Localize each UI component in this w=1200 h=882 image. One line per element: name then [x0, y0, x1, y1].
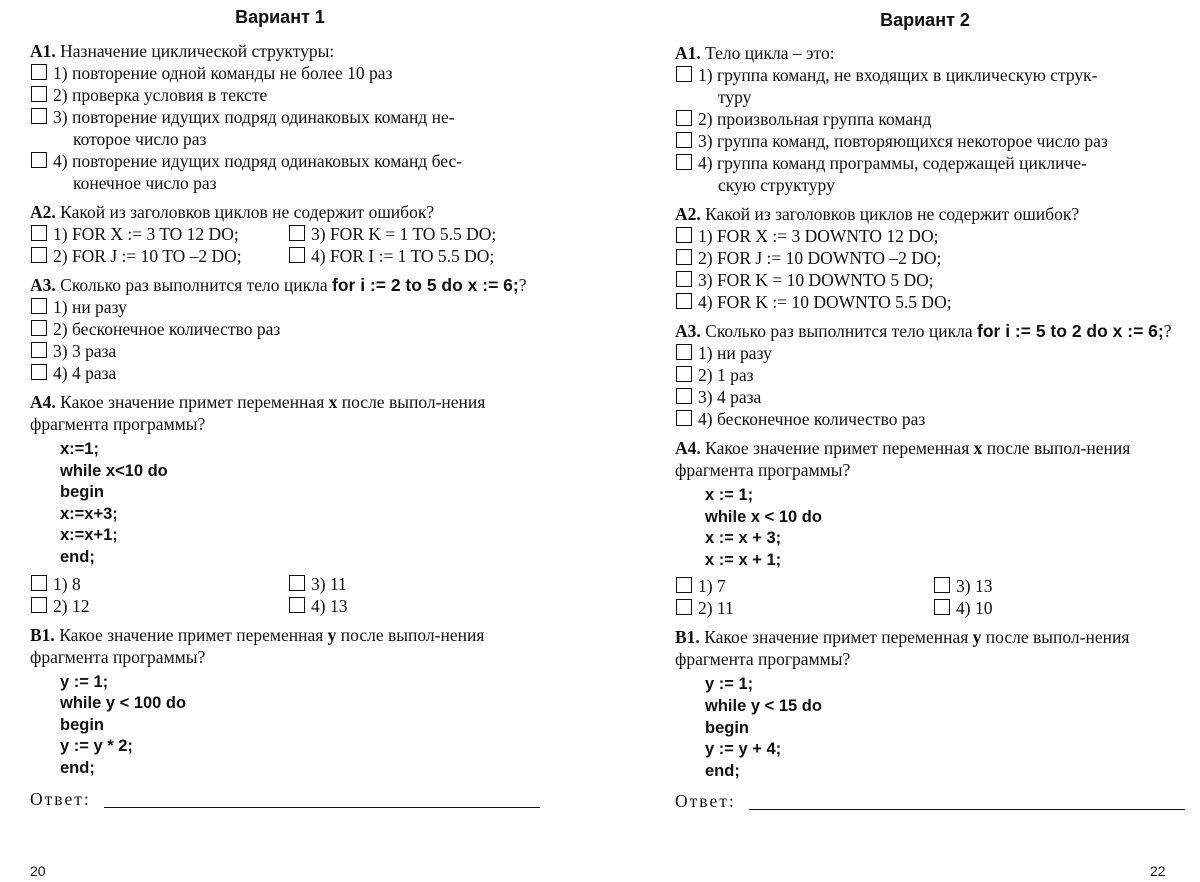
code-block — [30, 439, 530, 569]
question-text: Какое значение примет переменная — [55, 392, 329, 412]
option-label: 3) 3 раза — [53, 341, 117, 361]
question-text-tail: после выпол-нения фрагмента программы? — [675, 627, 1130, 670]
answer-field[interactable] — [675, 790, 1175, 812]
code-line: begin — [60, 483, 104, 502]
question-text-tail: после выпол-нения фрагмента программы? — [30, 624, 485, 667]
question-text-tail: после выпол-нения фрагмента программы? — [675, 438, 1131, 480]
question-number: А4. — [675, 438, 701, 458]
answer-option[interactable] — [30, 106, 530, 150]
option-label: 4) 13 — [311, 595, 348, 616]
question-text-tail: ? — [1163, 321, 1172, 341]
question-a2 — [30, 201, 530, 267]
question-number: В1. — [30, 624, 55, 645]
code-line: x := x + 1; — [705, 550, 782, 569]
option-label: 2) проверка условия в тексте — [53, 85, 268, 105]
option-label-continued: скую структуру — [718, 175, 835, 195]
checkbox[interactable] — [676, 388, 692, 404]
checkbox[interactable] — [676, 344, 692, 360]
variant-2-title: Вариант 2 — [880, 10, 970, 30]
checkbox[interactable] — [676, 154, 692, 170]
answer-option[interactable] — [30, 223, 288, 245]
option-label: 4) бесконечное количество раз — [698, 409, 926, 429]
checkbox[interactable] — [31, 342, 47, 358]
checkbox[interactable] — [289, 225, 305, 241]
question-text: Назначение циклической структуры: — [55, 41, 335, 61]
option-label: 2) бесконечное количество раз — [53, 319, 281, 339]
checkbox[interactable] — [31, 320, 47, 336]
checkbox[interactable] — [31, 364, 47, 380]
option-label: 3) FOR K = 10 DOWNTO 5 DO; — [698, 270, 934, 290]
option-label: 1) 7 — [698, 576, 726, 597]
option-label: 2) 12 — [53, 595, 90, 616]
question-b1 — [30, 624, 530, 810]
page-number-right: 22 — [1150, 863, 1166, 879]
checkbox[interactable] — [676, 366, 692, 382]
question-number: А4. — [30, 392, 56, 412]
option-label: 3) повторение идущих подряд одинаковых команд не- — [53, 107, 455, 127]
checkbox[interactable] — [676, 66, 692, 82]
code-block — [30, 672, 530, 780]
option-label: 4) FOR I := 1 TO 5.5 DO; — [311, 246, 495, 266]
question-number: А3. — [675, 321, 701, 341]
answer-option[interactable] — [30, 340, 530, 362]
code-line: y := 1; — [705, 675, 754, 694]
variable-name: x — [973, 438, 983, 458]
checkbox[interactable] — [934, 599, 950, 615]
question-number: В1. — [675, 627, 700, 648]
answer-option[interactable] — [675, 130, 1175, 152]
answer-option[interactable] — [675, 108, 1175, 130]
option-label: 1) FOR X := 3 DOWNTO 12 DO; — [698, 226, 939, 246]
inline-code: for i := 5 to 2 do x := 6; — [977, 321, 1164, 341]
option-label-continued: туру — [718, 87, 752, 107]
option-label: 1) ни разу — [698, 343, 772, 363]
question-text: Какое значение примет переменная — [700, 438, 974, 458]
answer-option[interactable] — [288, 573, 530, 595]
code-line: while y < 100 do — [60, 694, 187, 713]
checkbox[interactable] — [31, 64, 47, 80]
option-label: 1) FOR X := 3 TO 12 DO; — [53, 224, 239, 244]
code-line: x:=x+3; — [60, 504, 118, 523]
checkbox[interactable] — [31, 108, 47, 124]
answer-option[interactable] — [675, 269, 1175, 291]
code-line: x:=1; — [60, 440, 99, 458]
code-block — [675, 674, 1175, 782]
answer-option[interactable] — [30, 296, 530, 318]
code-line: y := y * 2; — [60, 737, 133, 756]
checkbox[interactable] — [31, 597, 47, 613]
answer-field[interactable] — [30, 788, 530, 810]
option-label: 4) повторение идущих подряд одинаковых команд бес- — [53, 151, 463, 171]
option-label: 3) группа команд, повторяющихся некоторое число раз — [698, 131, 1108, 151]
code-line: end; — [60, 547, 95, 566]
option-label: 3) 11 — [311, 573, 347, 594]
option-label: 2) FOR J := 10 TO –2 DO; — [53, 246, 242, 266]
variant-1-title: Вариант 1 — [235, 7, 325, 27]
answer-option[interactable] — [675, 597, 933, 619]
question-text: Какое значение примет переменная — [699, 627, 973, 648]
answer-label: Ответ: — [30, 788, 91, 809]
code-line: begin — [705, 718, 749, 737]
answer-option[interactable] — [30, 595, 288, 617]
checkbox[interactable] — [676, 293, 692, 309]
code-line: while x<10 do — [60, 461, 168, 480]
question-text-tail: ? — [518, 275, 527, 295]
checkbox[interactable] — [676, 271, 692, 287]
checkbox[interactable] — [289, 597, 305, 613]
checkbox[interactable] — [676, 227, 692, 243]
answer-underline[interactable] — [749, 809, 1185, 810]
code-block — [675, 485, 1175, 571]
code-line: begin — [60, 715, 104, 734]
option-label: 3) 4 раза — [698, 387, 762, 407]
variable-name: x — [328, 392, 338, 412]
answer-option[interactable] — [30, 573, 288, 595]
answer-option[interactable] — [675, 342, 1175, 364]
question-a1 — [30, 40, 530, 194]
code-line: x := 1; — [705, 486, 754, 504]
code-line: y := 1; — [60, 672, 109, 691]
question-a3 — [675, 320, 1175, 430]
question-number: А1. — [30, 41, 56, 61]
option-label: 1) повторение одной команды не более 10 раз — [53, 63, 393, 83]
code-line: x := x + 3; — [705, 529, 782, 548]
answer-option[interactable] — [933, 575, 1175, 597]
option-label: 1) ни разу — [53, 297, 127, 317]
answer-option[interactable] — [30, 150, 530, 194]
option-label: 2) FOR J := 10 DOWNTO –2 DO; — [698, 248, 942, 268]
code-line: while x < 10 do — [705, 507, 822, 526]
option-label: 1) группа команд, не входящих в циклическую струк- — [698, 65, 1098, 85]
question-text: Сколько раз выполнится тело цикла — [55, 275, 333, 295]
answer-option[interactable] — [30, 362, 530, 384]
question-a4 — [675, 437, 1175, 619]
question-b1 — [675, 626, 1175, 812]
answer-option[interactable] — [288, 595, 530, 617]
code-line: end; — [60, 758, 95, 777]
option-label: 1) 8 — [53, 573, 81, 594]
option-label-continued: которое число раз — [73, 129, 207, 149]
question-text-tail: после выпол-нения фрагмента программы? — [30, 392, 486, 434]
answer-option[interactable] — [30, 245, 288, 267]
checkbox[interactable] — [934, 577, 950, 593]
answer-option[interactable] — [675, 408, 1175, 430]
code-line: end; — [705, 761, 740, 780]
option-label: 4) 4 раза — [53, 363, 117, 383]
question-a3 — [30, 274, 530, 384]
answer-option[interactable] — [675, 291, 1175, 313]
answer-option[interactable] — [30, 84, 530, 106]
answer-option[interactable] — [675, 225, 1175, 247]
option-label: 3) 13 — [956, 576, 993, 597]
answer-option[interactable] — [675, 64, 1175, 108]
answer-option[interactable] — [675, 364, 1175, 386]
question-text: Тело цикла – это: — [700, 43, 835, 63]
question-a2 — [675, 203, 1175, 313]
checkbox[interactable] — [676, 577, 692, 593]
checkbox[interactable] — [676, 249, 692, 265]
variable-name: y — [972, 627, 982, 648]
answer-option[interactable] — [675, 575, 933, 597]
question-text: Какое значение примет переменная — [54, 624, 328, 645]
question-text: Какой из заголовков циклов не содержит ошибок? — [700, 204, 1080, 224]
answer-option[interactable] — [675, 386, 1175, 408]
option-label: 3) FOR K = 1 TO 5.5 DO; — [311, 224, 497, 244]
checkbox[interactable] — [31, 575, 47, 591]
question-number: А1. — [675, 43, 701, 63]
code-line: y := y + 4; — [705, 740, 782, 759]
question-a1 — [675, 42, 1175, 196]
answer-option[interactable] — [288, 223, 530, 245]
answer-option[interactable] — [30, 318, 530, 340]
question-number: А2. — [30, 202, 56, 222]
variable-name: y — [327, 624, 337, 645]
checkbox[interactable] — [31, 152, 47, 168]
answer-option[interactable] — [675, 247, 1175, 269]
checkbox[interactable] — [289, 575, 305, 591]
code-line: while y < 15 do — [705, 696, 822, 715]
answer-underline[interactable] — [104, 807, 540, 808]
question-number: А3. — [30, 275, 56, 295]
option-label: 4) группа команд программы, содержащей цикличе- — [698, 153, 1087, 173]
question-text: Сколько раз выполнится тело цикла — [700, 321, 978, 341]
checkbox[interactable] — [31, 247, 47, 263]
option-label-continued: конечное число раз — [73, 173, 217, 193]
answer-option[interactable] — [675, 152, 1175, 196]
answer-option[interactable] — [933, 597, 1175, 619]
code-line: x:=x+1; — [60, 526, 118, 545]
checkbox[interactable] — [676, 410, 692, 426]
answer-option[interactable] — [288, 245, 530, 267]
option-label: 4) FOR K := 10 DOWNTO 5.5 DO; — [698, 292, 952, 312]
checkbox[interactable] — [676, 110, 692, 126]
checkbox[interactable] — [31, 298, 47, 314]
question-a4 — [30, 391, 530, 617]
option-label: 2) 11 — [698, 598, 734, 619]
question-number: А2. — [675, 204, 701, 224]
option-label: 4) 10 — [956, 598, 993, 619]
page-number-left: 20 — [30, 863, 46, 879]
question-text: Какой из заголовков циклов не содержит ошибок? — [55, 202, 435, 222]
checkbox[interactable] — [676, 132, 692, 148]
answer-label: Ответ: — [675, 791, 736, 812]
checkbox[interactable] — [289, 247, 305, 263]
checkbox[interactable] — [31, 86, 47, 102]
option-label: 2) произвольная группа команд — [698, 109, 932, 129]
option-label: 2) 1 раз — [698, 365, 754, 385]
inline-code: for i := 2 to 5 do x := 6; — [332, 275, 519, 295]
checkbox[interactable] — [676, 599, 692, 615]
answer-option[interactable] — [30, 62, 530, 84]
checkbox[interactable] — [31, 225, 47, 241]
